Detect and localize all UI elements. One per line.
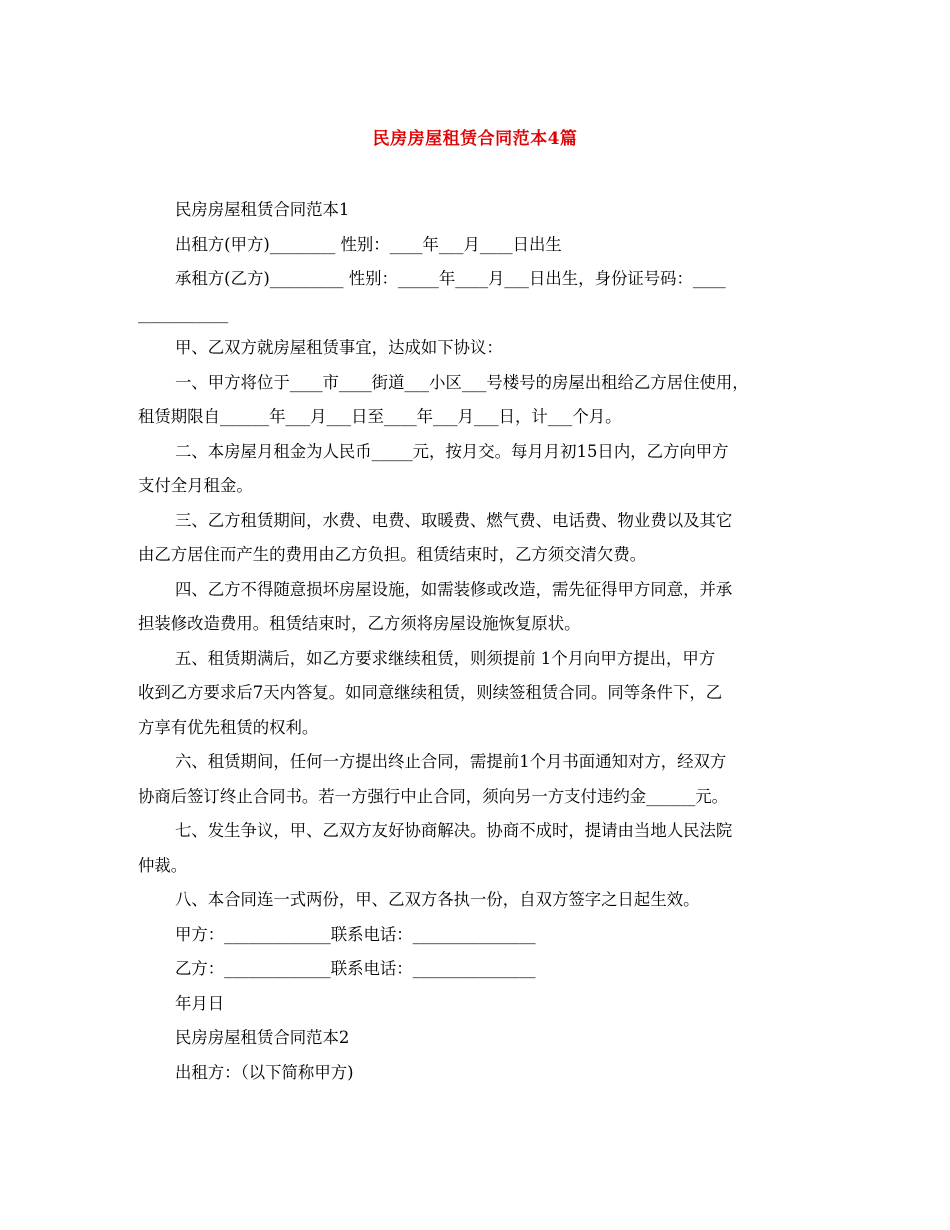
text-line: ___________	[138, 303, 229, 323]
text-line: 二、本房屋月租金为人民币_____元，按月交。每月月初15日内，乙方向甲方	[175, 441, 729, 461]
text-line: 四、乙方不得随意损坏房屋设施，如需装修或改造，需先征得甲方同意，并承	[175, 579, 733, 599]
text-line: 五、租赁期满后，如乙方要求继续租赁，则须提前 1个月向甲方提出，甲方	[175, 648, 716, 668]
text-line: 收到乙方要求后7天内答复。如同意继续租赁，则续签租赁合同。同等条件下，乙	[138, 683, 723, 702]
document-title: 民房房屋租赁合同范本4篇	[372, 129, 578, 149]
text-line: 支付全月租金。	[138, 476, 253, 495]
text-line: 六、租赁期间，任何一方提出终止合同，需提前1个月书面通知对方，经双方	[175, 752, 727, 771]
text-line: 甲方：_____________联系电话：_______________	[175, 924, 536, 944]
text-line: 承租方(乙方)_________ 性别：_____年____月___日出生，身份证号码：____	[175, 269, 726, 288]
text-line: 一、甲方将位于____市____街道___小区___号楼号的房屋出租给乙方居住使用，	[175, 372, 749, 392]
text-line: 七、发生争议，甲、乙双方友好协商解决。协商不成时，提请由当地人民法院	[175, 821, 733, 840]
text-line: 民房房屋租赁合同范本1	[175, 200, 350, 219]
text-line: 民房房屋租赁合同范本2	[175, 1028, 350, 1047]
text-line: 担装修改造费用。租赁结束时，乙方须将房屋设施恢复原状。	[138, 614, 581, 633]
text-line: 由乙方居住而产生的费用由乙方负担。租赁结束时，乙方须交清欠费。	[138, 545, 647, 564]
text-line: 方享有优先租赁的权利。	[138, 717, 319, 737]
text-line: 甲、乙双方就房屋租赁事宜，达成如下协议：	[175, 338, 503, 357]
text-line: 租赁期限自______年___月___日至____年___月___日，计___个月。	[138, 407, 622, 426]
document-body	[138, 193, 818, 1090]
text-line: 乙方：_____________联系电话：_______________	[175, 959, 536, 978]
text-line: 出租方(甲方)________ 性别：____年___月____日出生	[175, 234, 562, 254]
text-line: 协商后签订终止合同书。若一方强行中止合同，须向另一方支付违约金______元。	[138, 786, 729, 806]
text-line: 年月日	[175, 993, 225, 1013]
text-line: 三、乙方租赁期间，水费、电费、取暖费、燃气费、电话费、物业费以及其它	[175, 510, 733, 530]
text-line: 出租方：（以下简称甲方)	[175, 1062, 354, 1082]
text-line: 八、本合同连一式两份，甲、乙双方各执一份，自双方签字之日起生效。	[175, 890, 700, 909]
text-line: 仲裁。	[138, 855, 188, 875]
